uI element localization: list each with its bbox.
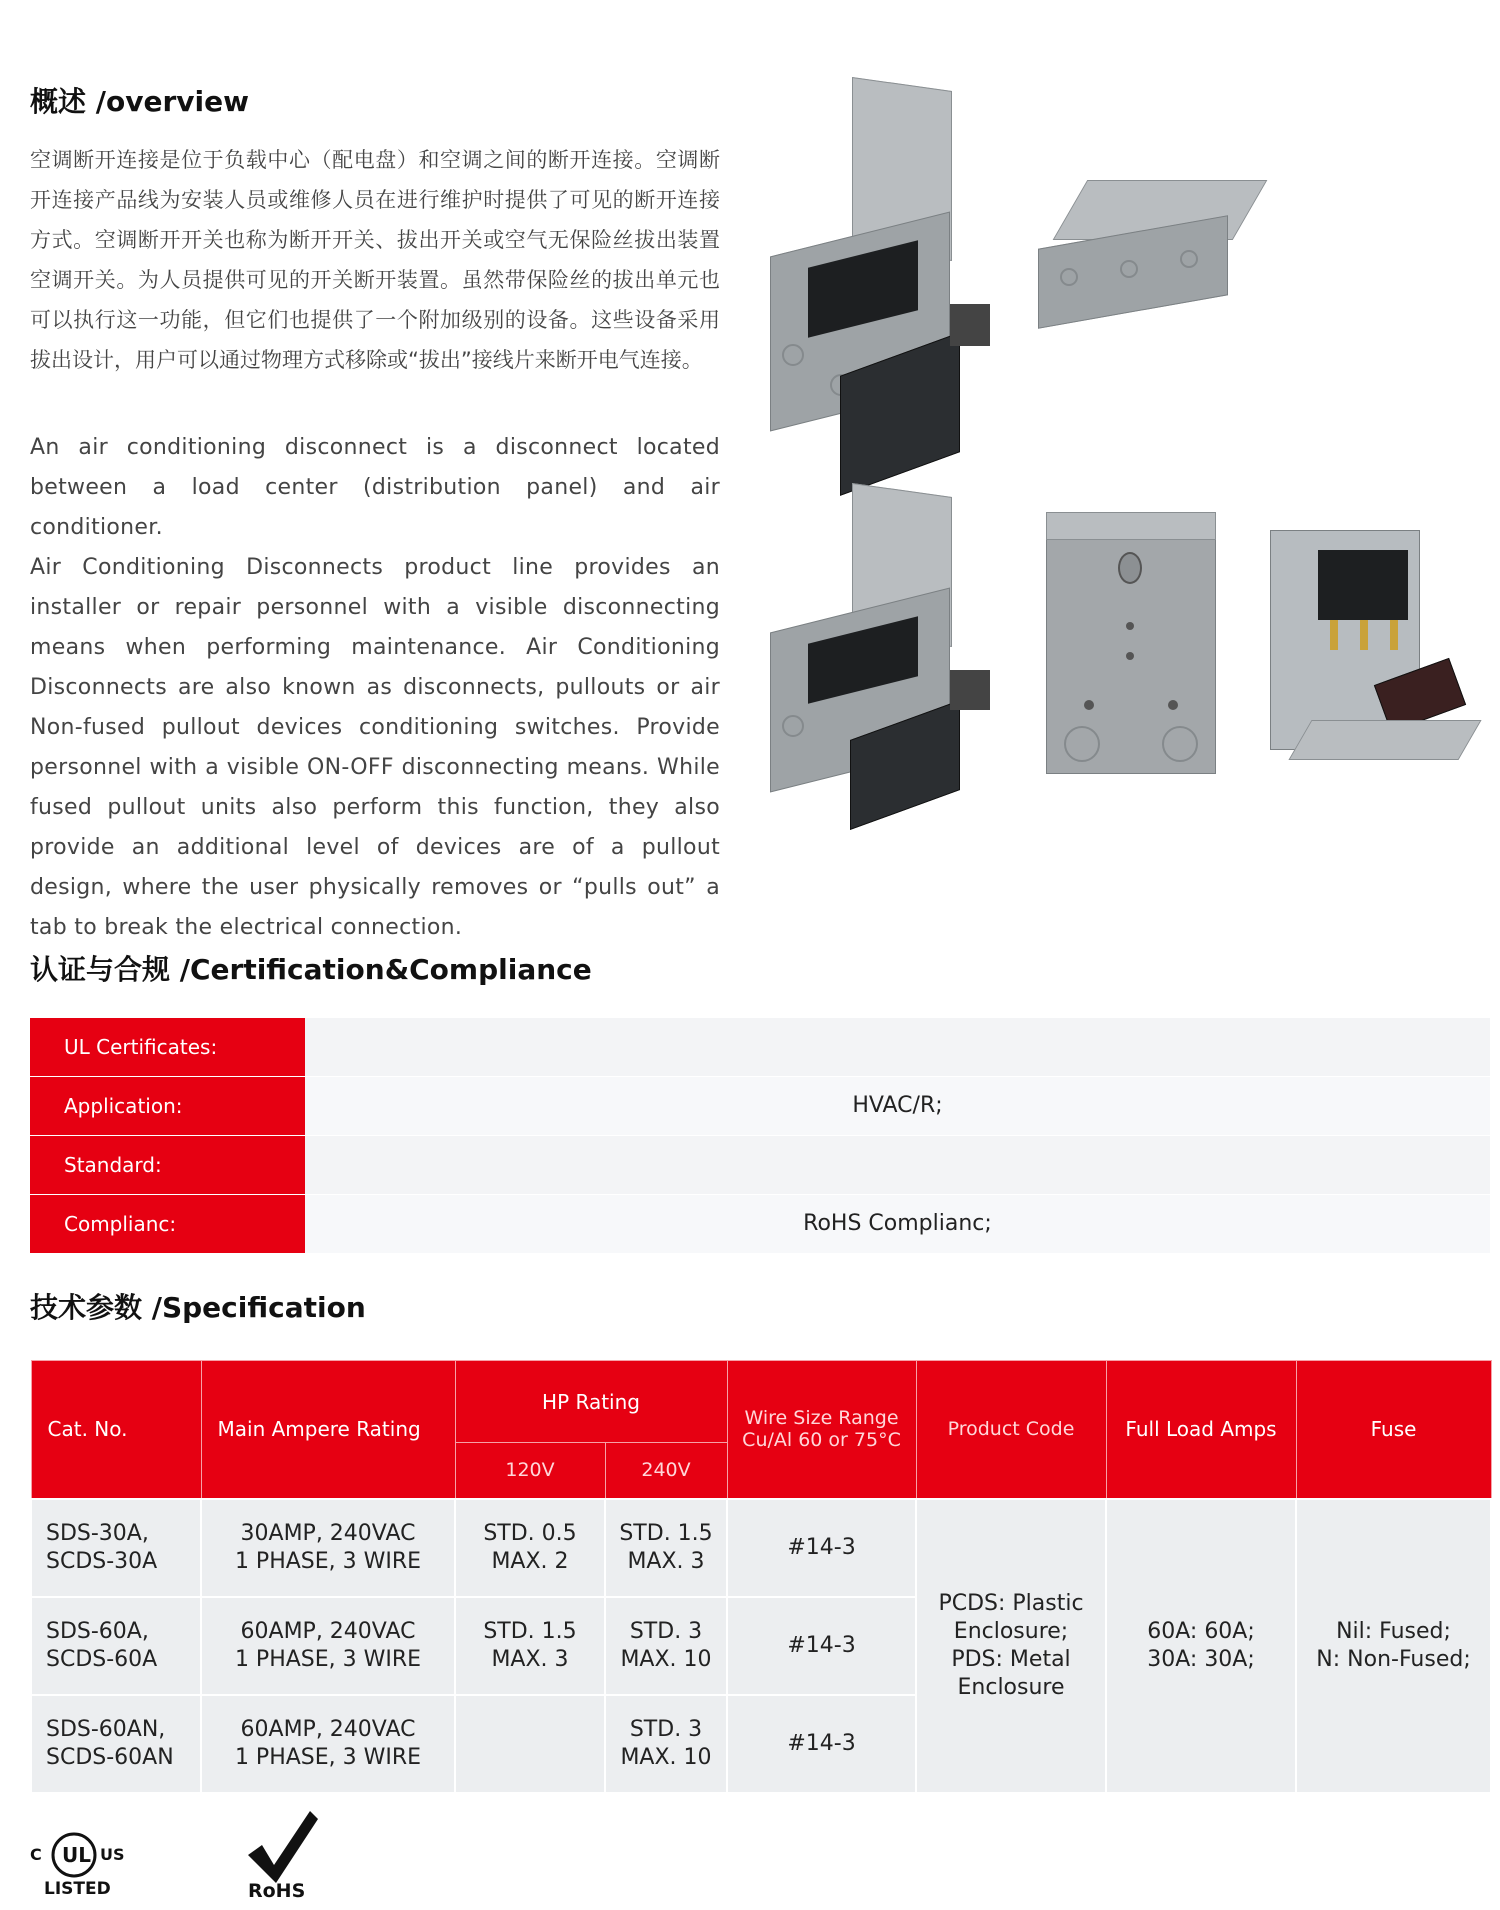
product-code-line2: Enclosure; — [953, 1618, 1069, 1644]
ul-mark-text: UL — [62, 1843, 91, 1867]
cell-fuse — [1296, 1499, 1491, 1793]
header-cat-no: Cat. No. — [31, 1361, 201, 1499]
v120-line2: MAX. 3 — [491, 1646, 569, 1672]
fuse-line2: N: Non-Fused; — [1316, 1646, 1471, 1672]
cell-cat-no — [31, 1499, 201, 1597]
cert-value-compliance: RoHS Complianc; — [305, 1195, 1490, 1253]
table-row — [31, 1499, 1491, 1597]
header-hp-240v: 240V — [605, 1443, 727, 1499]
certification-table — [30, 1018, 1490, 1254]
certification-title: 认证与合规 /Certification&Compliance — [30, 953, 592, 986]
rohs-check-icon — [240, 1805, 330, 1900]
ul-listed-text: LISTED — [44, 1879, 111, 1899]
header-hp-rating: HP Rating — [455, 1361, 727, 1443]
product-code-line1: PCDS: Plastic — [938, 1590, 1084, 1616]
cell-240v — [605, 1597, 727, 1695]
cat-line1: SDS-30A, — [46, 1520, 149, 1546]
amp-line1: 30AMP, 240VAC — [240, 1520, 416, 1546]
v240-line2: MAX. 3 — [627, 1548, 705, 1574]
specification-title: 技术参数 /Specification — [30, 1291, 366, 1324]
cell-120v — [455, 1695, 605, 1793]
ul-listed-logo — [28, 1810, 138, 1900]
header-hp-120v: 120V — [455, 1443, 605, 1499]
cert-value-standard — [305, 1136, 1490, 1194]
cell-wire: #14-3 — [727, 1695, 916, 1793]
cert-label-application: Application: — [30, 1077, 305, 1135]
cell-wire: #14-3 — [727, 1597, 916, 1695]
v120-line1: STD. 0.5 — [483, 1520, 577, 1546]
product-image-fused-box — [1260, 520, 1480, 780]
v240-line1: STD. 3 — [629, 1618, 703, 1644]
amp-line2: 1 PHASE, 3 WIRE — [234, 1548, 422, 1574]
cell-wire: #14-3 — [727, 1499, 916, 1597]
v120-line1: STD. 1.5 — [483, 1618, 577, 1644]
v120-line2: MAX. 2 — [491, 1548, 569, 1574]
cert-label-compliance: Complianc: — [30, 1195, 305, 1253]
cell-product-code — [916, 1499, 1106, 1793]
cert-label-standard: Standard: — [30, 1136, 305, 1194]
v240-line2: MAX. 10 — [620, 1744, 712, 1770]
cell-ampere — [201, 1499, 455, 1597]
product-image-open-box — [760, 84, 1020, 464]
overview-english-paragraph-1: An air conditioning disconnect is a disconnect located between a load center (distribution panel) and air conditioner. — [30, 435, 720, 540]
ul-listed-icon — [28, 1810, 138, 1900]
header-full-load: Full Load Amps — [1106, 1361, 1296, 1499]
cell-ampere — [201, 1597, 455, 1695]
cert-row-compliance — [30, 1195, 1490, 1254]
header-wire-size — [727, 1361, 916, 1499]
cat-line1: SDS-60AN, — [46, 1716, 166, 1742]
cert-value-ul — [305, 1018, 1490, 1076]
cert-row-application — [30, 1077, 1490, 1136]
overview-title: 概述 /overview — [30, 85, 249, 118]
product-image-back-panel — [1046, 512, 1216, 774]
cert-row-standard — [30, 1136, 1490, 1195]
amp-line1: 60AMP, 240VAC — [240, 1618, 416, 1644]
cell-ampere — [201, 1695, 455, 1793]
header-main-ampere: Main Ampere Rating — [201, 1361, 455, 1499]
product-image-closed-box — [1030, 180, 1260, 320]
cat-line1: SDS-60A, — [46, 1618, 149, 1644]
cell-full-load — [1106, 1499, 1296, 1793]
cat-line2: SCDS-60A — [46, 1646, 158, 1672]
rohs-text: RoHS — [248, 1880, 306, 1900]
cert-row-ul — [30, 1018, 1490, 1077]
specification-table — [30, 1360, 1492, 1794]
ul-us-text: US — [100, 1845, 125, 1864]
full-load-line2: 30A: 30A; — [1147, 1646, 1255, 1672]
product-code-line3: PDS: Metal — [951, 1646, 1071, 1672]
fuse-line1: Nil: Fused; — [1336, 1618, 1451, 1644]
header-wire-size-line2: Cu/Al 60 or 75°C — [742, 1429, 901, 1452]
cert-label-ul: UL Certificates: — [30, 1018, 305, 1076]
cert-value-application: HVAC/R; — [305, 1077, 1490, 1135]
cell-cat-no — [31, 1597, 201, 1695]
v240-line2: MAX. 10 — [620, 1646, 712, 1672]
header-product-code: Product Code — [916, 1361, 1106, 1499]
cell-240v — [605, 1695, 727, 1793]
cell-120v — [455, 1499, 605, 1597]
rohs-logo — [240, 1805, 330, 1900]
cat-line2: SCDS-60AN — [46, 1744, 174, 1770]
v240-line1: STD. 3 — [629, 1716, 703, 1742]
header-fuse: Fuse — [1296, 1361, 1491, 1499]
overview-chinese-text: 空调断开连接是位于负载中心（配电盘）和空调之间的断开连接。空调断开连接产品线为安装人员或维修人员在进行维护时提供了可见的断开连接方式。空调断开开关也称为断开开关、拔出开关或空气无保险丝拔出装置空调开关。为人员提供可见的开关断开装置。虽然带保险丝的拔出单元也可以执行这一功能，但它们也提供了一个附加级别的设备。这些设备采用拔出设计，用户可以通过物理方式移除或“拔出”接线片来断开电气连接。 — [30, 148, 720, 372]
full-load-line1: 60A: 60A; — [1147, 1618, 1255, 1644]
cell-120v — [455, 1597, 605, 1695]
cat-line2: SCDS-30A — [46, 1548, 158, 1574]
product-code-line4: Enclosure — [957, 1674, 1065, 1700]
cell-cat-no — [31, 1695, 201, 1793]
header-wire-size-line1: Wire Size Range — [744, 1407, 899, 1430]
amp-line2: 1 PHASE, 3 WIRE — [234, 1646, 422, 1672]
overview-english-text — [30, 428, 720, 948]
product-image-open-box-2 — [760, 490, 1020, 820]
cell-240v — [605, 1499, 727, 1597]
amp-line1: 60AMP, 240VAC — [240, 1716, 416, 1742]
amp-line2: 1 PHASE, 3 WIRE — [234, 1744, 422, 1770]
ul-c-text: C — [30, 1845, 42, 1864]
overview-english-paragraph-2: Air Conditioning Disconnects product line provides an installer or repair personnel with a visible disconnecting means when performing maintenance. Air Conditioning Disconnects are also known as disconnects, pullouts or air Non-fused pullout devices conditioning switches. Provide personnel with a visible ON-OFF disconnecting means. While fused pullout units also perform this function, they also provide an additional level of devices are of a pullout design, where the user physically removes or “pulls out” a tab to break the electrical connection. — [30, 555, 720, 940]
v240-line1: STD. 1.5 — [619, 1520, 713, 1546]
